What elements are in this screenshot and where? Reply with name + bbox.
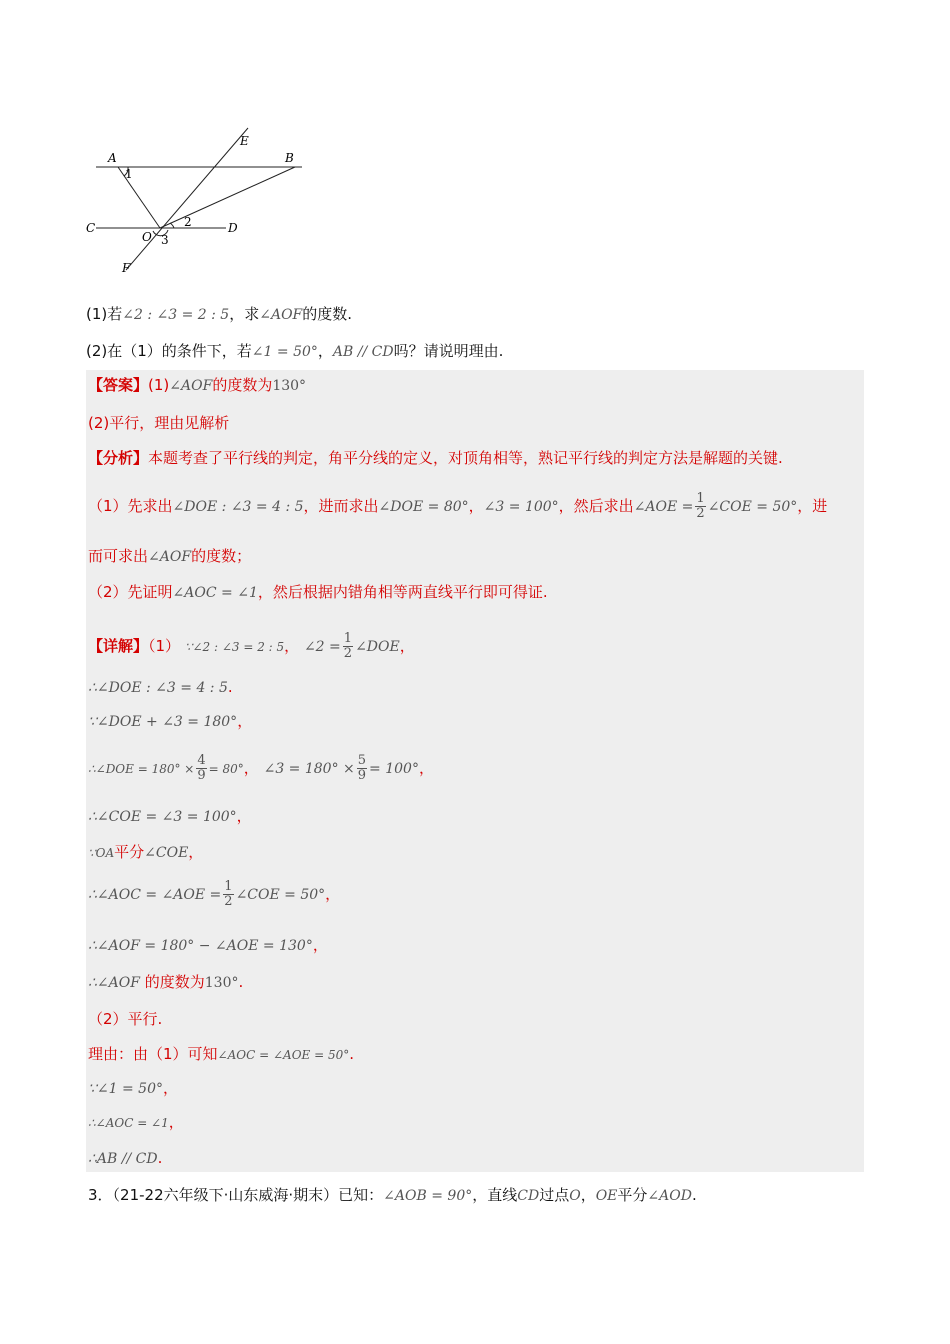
detail-s4-m2b: = 100° — [369, 761, 419, 777]
detail-s4-fraction-1 — [196, 754, 206, 783]
detail-s11-m: ∵∠1 = 50° — [88, 1081, 163, 1097]
analysis-p1-m2: ∠DOE = 80° — [378, 499, 469, 515]
answer-l1-math: ∠AOF — [169, 378, 213, 394]
analysis-line-1 — [88, 448, 783, 468]
question-3 — [88, 1185, 697, 1206]
analysis-p1-a: （1）先求出 — [88, 497, 173, 515]
detail-s7-m2: ∠COE = 50° — [235, 887, 326, 903]
detail-s6-t: 平分 — [114, 843, 145, 861]
q1-math2: ∠AOF — [259, 307, 303, 323]
analysis-p1l2-m: ∠AOF — [148, 549, 192, 565]
analysis-p2-m: ∠AOC = ∠1 — [172, 585, 258, 601]
analysis-p1l2-b: 的度数； — [191, 547, 252, 565]
analysis-p2-b: ，然后根据内错角相等两直线平行即可得证. — [257, 583, 548, 601]
fraction-denominator: 2 — [343, 646, 353, 661]
analysis-p1-m4b: ∠COE = 50° — [707, 499, 798, 515]
answer-tag: 【答案】 — [88, 376, 149, 394]
analysis-p1-m1: ∠DOE : ∠3 = 4 : 5 — [172, 499, 304, 515]
q3-t4: 平分 — [617, 1186, 648, 1204]
detail-s1-fraction — [343, 632, 353, 661]
detail-line-1 — [88, 630, 415, 663]
detail-line-8 — [88, 935, 328, 956]
detail-s2-end: . — [227, 678, 233, 696]
detail-tag: 【详解】 — [88, 637, 149, 655]
detail-s12-m: ∴∠AOC = ∠1 — [88, 1116, 169, 1130]
detail-s3-end: ， — [237, 712, 253, 730]
q2-prefix: (2)在（1）的条件下，若 — [86, 342, 252, 360]
analysis-p1l2-a: 而可求出 — [88, 547, 149, 565]
fraction-denominator: 9 — [197, 768, 206, 783]
detail-s4-m2: ∠3 = 180° × — [263, 761, 355, 777]
fraction-numerator: 1 — [696, 491, 705, 506]
detail-line-12 — [88, 1112, 184, 1133]
label-d: D — [228, 221, 238, 235]
q3-m1: ∠AOB = 90° — [383, 1188, 473, 1204]
detail-s9-m: ∴∠AOF — [88, 975, 140, 991]
detail-s4-end: ， — [418, 759, 434, 777]
detail-line-7 — [88, 878, 340, 911]
detail-s13-m: ∴AB // CD — [88, 1151, 158, 1167]
label-2: 2 — [184, 215, 192, 229]
analysis-p1 — [88, 490, 827, 523]
q3-m2: CD — [517, 1188, 540, 1204]
detail-line-4 — [88, 752, 434, 785]
detail-s10-m: ∠AOC = ∠AOE = 50° — [217, 1048, 350, 1062]
detail-s8-m: ∴∠AOF = 180° − ∠AOE = 130° — [88, 938, 313, 954]
q3-t2: 过点 — [539, 1186, 570, 1204]
angle-2-arc — [170, 223, 174, 228]
label-o: O — [142, 230, 152, 244]
q2-math: ∠1 = 50° — [251, 344, 318, 360]
detail-s11-end: ， — [163, 1079, 179, 1097]
answer-l1-value: 130° — [272, 378, 307, 394]
detail-s4-m1: ∴∠DOE = 180° × — [88, 762, 195, 776]
detail-s1-end: ， — [399, 637, 415, 655]
label-b: B — [285, 151, 294, 165]
fraction-numerator: 4 — [197, 753, 206, 768]
q3-m4: OE — [595, 1188, 618, 1204]
q3-t1: ，直线 — [472, 1186, 518, 1204]
analysis-p1-m4a: ∠AOE = — [633, 499, 694, 515]
detail-part-2: （2）平行. — [88, 1010, 163, 1028]
q2-math2: AB // CD — [332, 344, 394, 360]
line-ob — [160, 167, 295, 228]
detail-s7-m: ∴∠AOC = ∠AOE = — [88, 887, 222, 903]
answer-l1-prefix: (1) — [148, 376, 170, 394]
analysis-p1-b: ，进而求出 — [303, 497, 379, 515]
detail-line-5 — [88, 806, 252, 827]
detail-s3-m: ∵∠DOE + ∠3 = 180° — [88, 714, 238, 730]
question-2 — [86, 341, 503, 362]
detail-part1: （1） — [148, 637, 181, 655]
analysis-p1-line2 — [88, 546, 251, 567]
q2-suffix: 吗？请说明理由. — [393, 342, 504, 360]
detail-s9-t: 的度数为 — [144, 973, 205, 991]
fraction-denominator: 2 — [224, 894, 233, 909]
analysis-tag: 【分析】 — [88, 449, 149, 467]
detail-s6-m2: ∠COE — [144, 845, 189, 861]
analysis-p1-d: ，然后求出 — [558, 497, 634, 515]
analysis-p1-c: ， — [468, 497, 484, 515]
detail-s4-c: ， — [243, 759, 259, 777]
answer-line-1 — [88, 375, 306, 396]
question-1 — [86, 304, 352, 325]
detail-s5-end: ， — [236, 807, 252, 825]
detail-line-6 — [88, 842, 203, 863]
fraction-denominator: 9 — [357, 768, 367, 783]
q2-sep: ， — [317, 342, 333, 360]
detail-s7-end: ， — [325, 885, 341, 903]
q1-mid: ，求 — [229, 305, 260, 323]
detail-s1-m2b: ∠DOE — [355, 639, 400, 655]
label-f: F — [122, 261, 131, 275]
detail-line-3 — [88, 711, 252, 732]
detail-s2-m: ∴∠DOE : ∠3 = 4 : 5 — [88, 680, 228, 696]
label-e: E — [240, 134, 249, 148]
q1-suffix: 的度数. — [302, 305, 353, 323]
q3-m5: ∠AOD — [647, 1188, 692, 1204]
detail-line-9 — [88, 972, 243, 993]
detail-s1-c: ， — [284, 637, 300, 655]
q3-m3: O — [569, 1188, 581, 1204]
q1-prefix: (1)若 — [86, 305, 123, 323]
detail-s6-end: ， — [188, 843, 204, 861]
analysis-p1-fraction — [695, 492, 705, 521]
q3-number: 3． — [88, 1186, 113, 1204]
detail-line-11 — [88, 1078, 178, 1099]
detail-s1-m: ∵∠2 : ∠3 = 2 : 5 — [184, 640, 285, 654]
fraction-numerator: 5 — [357, 753, 367, 768]
analysis-p2 — [88, 582, 548, 603]
geometry-figure — [80, 120, 320, 285]
q3-source: （21-22六年级下·山东威海·期末）已知： — [112, 1186, 384, 1204]
detail-line-10 — [88, 1044, 354, 1065]
detail-s5-m: ∴∠COE = ∠3 = 100° — [88, 809, 237, 825]
detail-s10-t: 理由：由（1）可知 — [88, 1045, 218, 1063]
detail-s9-v: 130° — [204, 975, 239, 991]
answer-line-2: (2)平行，理由见解析 — [88, 414, 230, 432]
detail-s1-m2a: ∠2 = — [303, 639, 341, 655]
q3-t5: . — [691, 1186, 697, 1204]
q1-math: ∠2 : ∠3 = 2 : 5 — [122, 307, 230, 323]
analysis-text: 本题考查了平行线的判定，角平分线的定义，对顶角相等，熟记平行线的判定方法是解题的关键. — [148, 449, 783, 467]
detail-s8-end: ， — [312, 936, 328, 954]
detail-s12-end: ， — [168, 1113, 184, 1131]
label-3: 3 — [161, 233, 169, 247]
detail-s4-m1b: = 80° — [208, 762, 244, 776]
detail-s9-end: . — [238, 973, 244, 991]
label-a: A — [108, 151, 117, 165]
line-ef — [126, 128, 248, 270]
detail-line-2 — [88, 677, 233, 698]
analysis-p1-e: ，进 — [797, 497, 828, 515]
detail-s4-fraction-2 — [357, 754, 367, 783]
detail-s13-end: . — [157, 1149, 163, 1167]
detail-line-13 — [88, 1148, 162, 1169]
fraction-numerator: 1 — [224, 879, 233, 894]
answer-l1-mid: 的度数为 — [212, 376, 273, 394]
q3-t3: ， — [580, 1186, 596, 1204]
fraction-denominator: 2 — [696, 506, 705, 521]
label-1: 1 — [125, 167, 133, 181]
detail-s7-fraction — [223, 880, 233, 909]
analysis-p2-a: （2）先证明 — [88, 583, 173, 601]
detail-s10-end: . — [349, 1045, 355, 1063]
analysis-p1-m3: ∠3 = 100° — [483, 499, 559, 515]
label-c: C — [86, 221, 96, 235]
fraction-numerator: 1 — [343, 631, 353, 646]
detail-s6-m: ∵OA — [88, 846, 115, 860]
